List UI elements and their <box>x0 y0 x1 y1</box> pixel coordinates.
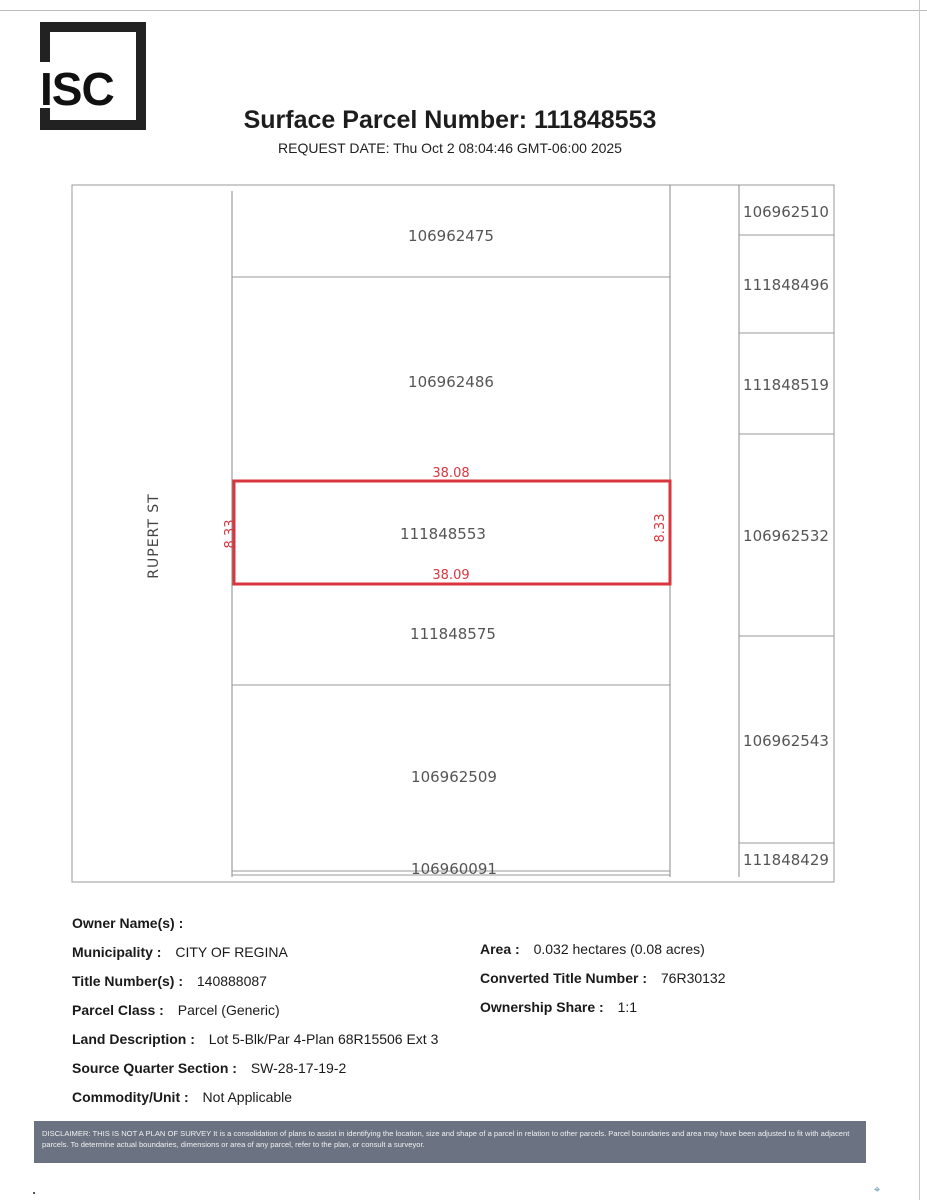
dimension-bottom: 38.09 <box>432 568 470 583</box>
page-title: Surface Parcel Number: 111848553 <box>243 106 657 134</box>
commodity-row <box>72 1089 292 1105</box>
owner-row <box>72 915 193 931</box>
dimension-top: 38.08 <box>432 466 470 481</box>
converted-title-value: 76R30132 <box>660 970 726 986</box>
municipality-label: Municipality : <box>72 944 162 960</box>
subject-parcel-label: 111848553 <box>400 525 486 543</box>
request-date: REQUEST DATE: Thu Oct 2 08:04:46 GMT-06:00 2025 <box>278 140 622 156</box>
converted-title-label: Converted Title Number : <box>480 970 647 986</box>
parcel-label: 111848496 <box>743 276 829 294</box>
source-quarter-label: Source Quarter Section : <box>72 1060 237 1076</box>
owner-label: Owner Name(s) : <box>72 915 184 931</box>
parcel-label: 111848429 <box>743 851 829 869</box>
parcel-label: 106962509 <box>411 768 497 786</box>
isc-logo-text: ISC <box>40 63 114 115</box>
parcel-label: 106962543 <box>743 732 829 750</box>
ownership-share-label: Ownership Share : <box>480 999 604 1015</box>
area-value: 0.032 hectares (0.08 acres) <box>533 941 705 957</box>
municipality-row <box>72 944 288 960</box>
land-description-row <box>72 1031 438 1047</box>
title-number-value: 140888087 <box>196 973 267 989</box>
area-row <box>480 941 705 957</box>
parcel-class-label: Parcel Class : <box>72 1002 164 1018</box>
parcel-class-value: Parcel (Generic) <box>177 1002 280 1018</box>
parcel-label: 106962532 <box>743 527 829 545</box>
parcel-label: 106962486 <box>408 373 494 391</box>
commodity-label: Commodity/Unit : <box>72 1089 189 1105</box>
source-quarter-value: SW-28-17-19-2 <box>250 1060 347 1076</box>
land-description-label: Land Description : <box>72 1031 195 1047</box>
title-number-row <box>72 973 267 989</box>
parcel-label: 111848519 <box>743 376 829 394</box>
parcel-label: 106962510 <box>743 203 829 221</box>
area-label: Area : <box>480 941 520 957</box>
land-description-value: Lot 5-Blk/Par 4-Plan 68R15506 Ext 3 <box>208 1031 439 1047</box>
commodity-value: Not Applicable <box>202 1089 293 1105</box>
disclaimer-banner: DISCLAIMER: THIS IS NOT A PLAN OF SURVEY It is a consolidation of plans to assist in identifying the location, size and shape of a parcel in relation to other parcels. Parcel boundaries and area may have been adjusted to fit with adjacent parcels. To determine actual boundaries, dimensions or area of any parcel, refer to the plan, or consult a surveyor. <box>34 1121 866 1163</box>
municipality-value: CITY OF REGINA <box>175 944 288 960</box>
scan-dot <box>33 1192 35 1194</box>
title-number-label: Title Number(s) : <box>72 973 183 989</box>
dimension-left: 8.33 <box>223 519 238 549</box>
location-pin-icon: ⌖ <box>874 1184 881 1196</box>
street-label: RUPERT ST <box>146 493 162 579</box>
parcel-label: 106960091 <box>411 860 497 878</box>
parcel-class-row <box>72 1002 280 1018</box>
ownership-share-value: 1:1 <box>617 999 638 1015</box>
parcel-label: 106962475 <box>408 227 494 245</box>
parcel-label: 111848575 <box>410 625 496 643</box>
dimension-right: 8.33 <box>653 513 668 543</box>
converted-title-row <box>480 970 726 986</box>
ownership-share-row <box>480 999 637 1015</box>
source-quarter-row <box>72 1060 346 1076</box>
